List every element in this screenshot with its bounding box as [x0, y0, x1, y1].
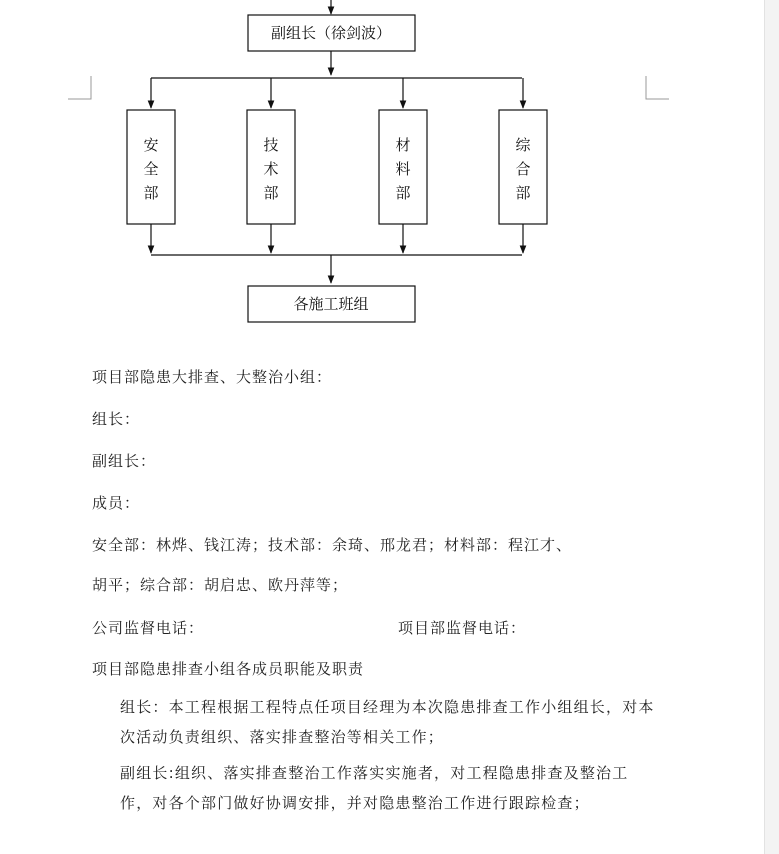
department-label-char: 材 — [395, 136, 411, 154]
members-list-line-2: 胡平；综合部：胡启忠、欧丹萍等； — [92, 576, 349, 594]
construction-teams-label: 各施工班组 — [293, 295, 369, 313]
members-list-line-1: 安全部：林烨、钱江涛；技术部：余琦、邢龙君；材料部：程江才、 — [92, 536, 573, 554]
margin-corner-marks — [68, 76, 669, 99]
org-chart — [0, 0, 764, 340]
members-line: 成员： — [92, 494, 141, 512]
phone-line — [92, 617, 692, 638]
project-phone-label: 项目部监督电话： — [398, 619, 527, 637]
department-label-char: 部 — [515, 184, 531, 202]
leader-duty-paragraph: 组长：本工程根据工程特点任项目经理为本次隐患排查工作小组组长，对本次活动负责组织、落实排查整治等相关工作； — [120, 698, 655, 746]
vertical-scrollbar[interactable] — [764, 0, 779, 854]
deputy-line: 副组长： — [92, 452, 157, 470]
department-label-char: 全 — [143, 160, 159, 178]
department-label-char: 料 — [395, 160, 411, 178]
leader-line: 组长： — [92, 410, 141, 428]
department-label-char: 综 — [515, 136, 531, 154]
group-title: 项目部隐患大排查、大整治小组： — [92, 368, 333, 386]
department-label-char: 部 — [395, 184, 411, 202]
department-label-char: 合 — [515, 160, 531, 178]
deputy-leader-label: 副组长（徐剑波） — [270, 24, 392, 42]
department-label-char: 部 — [143, 184, 159, 202]
department-label-char: 术 — [263, 160, 279, 178]
deputy-duty-paragraph: 副组长:组织、落实排查整治工作落实实施者，对工程隐患排查及整治工作，对各个部门做好协调安排，并对隐患整治工作进行跟踪检查； — [120, 764, 629, 812]
department-label-char: 安 — [143, 136, 159, 154]
company-phone-label: 公司监督电话： — [92, 619, 205, 637]
department-label-char: 部 — [263, 184, 279, 202]
department-label-char: 技 — [263, 136, 279, 154]
duties-title: 项目部隐患排查小组各成员职能及职责 — [92, 660, 365, 678]
